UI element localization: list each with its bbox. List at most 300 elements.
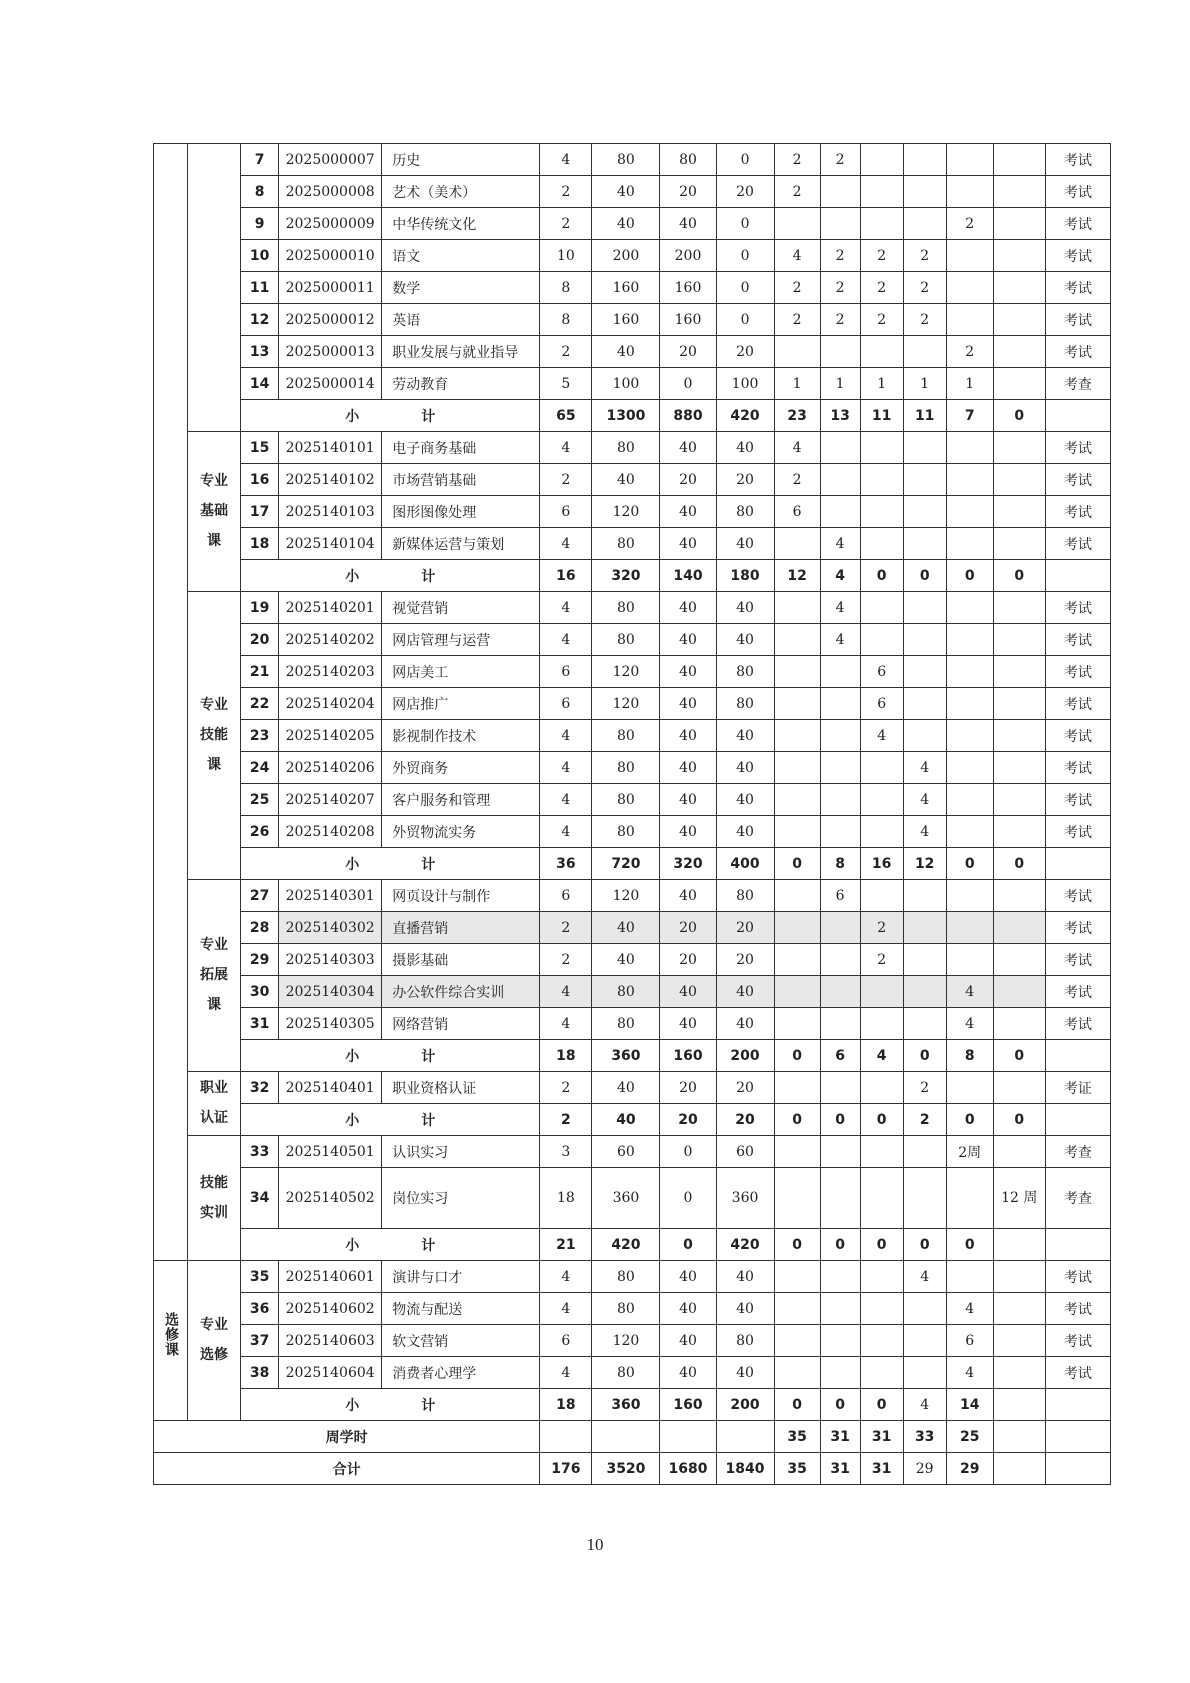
course-credit: 2 — [540, 176, 592, 208]
table-row — [154, 784, 1111, 816]
course-semester-s2 — [820, 976, 860, 1008]
subtotal-semester-s4: 4 — [903, 1389, 946, 1421]
course-name: 摄影基础 — [382, 944, 540, 976]
course-semester-s3: 2 — [860, 912, 903, 944]
course-name: 影视制作技术 — [382, 720, 540, 752]
course-semester-s5 — [946, 304, 993, 336]
course-number: 34 — [241, 1168, 279, 1229]
subtotal-label: 小 计 — [345, 568, 436, 585]
course-theory: 40 — [660, 976, 716, 1008]
subtotal-credit: 2 — [540, 1104, 592, 1136]
course-semester-s1 — [774, 784, 820, 816]
course-semester-s3 — [860, 816, 903, 848]
course-number: 21 — [241, 656, 279, 688]
course-hours: 120 — [592, 496, 660, 528]
week-hours-label: 周学时 — [154, 1421, 540, 1453]
course-semester-s5 — [946, 752, 993, 784]
course-semester-s3 — [860, 176, 903, 208]
course-semester-s5 — [946, 272, 993, 304]
week-hours-practice — [716, 1421, 774, 1453]
course-number: 38 — [241, 1357, 279, 1389]
course-name: 英语 — [382, 304, 540, 336]
course-hours: 120 — [592, 880, 660, 912]
course-assessment: 考试 — [1045, 880, 1110, 912]
course-credit: 4 — [540, 1261, 592, 1293]
course-semester-s2: 4 — [820, 592, 860, 624]
course-semester-s2 — [820, 496, 860, 528]
course-theory: 40 — [660, 1008, 716, 1040]
course-hours: 120 — [592, 1325, 660, 1357]
subtotal-semester-s3: 0 — [860, 1229, 903, 1261]
course-semester-s2 — [820, 784, 860, 816]
course-hours: 360 — [592, 1168, 660, 1229]
subtotal-practice: 420 — [716, 1229, 774, 1261]
table-row — [154, 720, 1111, 752]
course-semester-s1 — [774, 816, 820, 848]
course-semester-s4 — [903, 464, 946, 496]
course-semester-s3: 2 — [860, 240, 903, 272]
course-semester-s6 — [993, 368, 1045, 400]
course-code: 2025000013 — [279, 336, 382, 368]
course-assessment: 考试 — [1045, 208, 1110, 240]
course-semester-s2 — [820, 1293, 860, 1325]
course-hours: 80 — [592, 1357, 660, 1389]
course-number: 16 — [241, 464, 279, 496]
course-semester-s1 — [774, 688, 820, 720]
subtotal-semester-s2: 4 — [820, 560, 860, 592]
course-credit: 4 — [540, 624, 592, 656]
course-name: 历史 — [382, 144, 540, 176]
course-credit: 4 — [540, 528, 592, 560]
course-number: 28 — [241, 912, 279, 944]
course-semester-s1 — [774, 720, 820, 752]
subtotal-practice: 20 — [716, 1104, 774, 1136]
subtotal-label-cell — [241, 560, 540, 592]
table-row — [154, 592, 1111, 624]
week-hours-credit — [540, 1421, 592, 1453]
course-theory: 160 — [660, 272, 716, 304]
course-semester-s6 — [993, 1293, 1045, 1325]
course-semester-s4 — [903, 1136, 946, 1168]
course-practice: 80 — [716, 496, 774, 528]
course-name: 网页设计与制作 — [382, 880, 540, 912]
required-section-cell — [154, 144, 188, 1261]
course-credit: 6 — [540, 656, 592, 688]
course-semester-s5 — [946, 144, 993, 176]
subtotal-label: 小 计 — [345, 1048, 436, 1065]
course-semester-s1: 2 — [774, 464, 820, 496]
total-row — [154, 1453, 1111, 1485]
course-name: 软文营销 — [382, 1325, 540, 1357]
course-number: 29 — [241, 944, 279, 976]
subtotal-practice: 180 — [716, 560, 774, 592]
course-theory: 40 — [660, 880, 716, 912]
week-hours-hours — [592, 1421, 660, 1453]
subtotal-semester-s4: 0 — [903, 560, 946, 592]
course-semester-s2 — [820, 464, 860, 496]
course-semester-s4 — [903, 144, 946, 176]
subtotal-theory: 160 — [660, 1389, 716, 1421]
course-assessment: 考试 — [1045, 1293, 1110, 1325]
course-practice: 40 — [716, 1008, 774, 1040]
week-hours-semester-s1: 35 — [774, 1421, 820, 1453]
course-code: 2025140207 — [279, 784, 382, 816]
course-hours: 80 — [592, 144, 660, 176]
course-number: 24 — [241, 752, 279, 784]
table-row — [154, 208, 1111, 240]
course-credit: 6 — [540, 688, 592, 720]
course-semester-s5 — [946, 880, 993, 912]
course-credit: 4 — [540, 720, 592, 752]
table-row — [154, 1357, 1111, 1389]
course-semester-s4 — [903, 944, 946, 976]
subtotal-label-cell — [241, 1104, 540, 1136]
course-semester-s1 — [774, 336, 820, 368]
course-assessment: 考试 — [1045, 240, 1110, 272]
course-name: 语文 — [382, 240, 540, 272]
course-number: 8 — [241, 176, 279, 208]
course-semester-s3 — [860, 1072, 903, 1104]
course-code: 2025000008 — [279, 176, 382, 208]
course-semester-s5: 2 — [946, 336, 993, 368]
course-hours: 80 — [592, 1261, 660, 1293]
training-group-label: 技能实训 — [200, 1174, 229, 1221]
subtotal-semester-s5: 7 — [946, 400, 993, 432]
subtotal-semester-s2: 0 — [820, 1104, 860, 1136]
course-semester-s5 — [946, 688, 993, 720]
subtotal-semester-s2: 13 — [820, 400, 860, 432]
course-semester-s4: 1 — [903, 368, 946, 400]
course-credit: 4 — [540, 1293, 592, 1325]
course-code: 2025000007 — [279, 144, 382, 176]
course-number: 31 — [241, 1008, 279, 1040]
course-name: 消费者心理学 — [382, 1357, 540, 1389]
course-semester-s3 — [860, 880, 903, 912]
course-theory: 40 — [660, 720, 716, 752]
course-code: 2025140202 — [279, 624, 382, 656]
subtotal-semester-s2: 6 — [820, 1040, 860, 1072]
week-hours-semester-s3: 31 — [860, 1421, 903, 1453]
subtotal-semester-s5: 0 — [946, 1104, 993, 1136]
subtotal-semester-s2: 0 — [820, 1389, 860, 1421]
course-semester-s2 — [820, 432, 860, 464]
course-semester-s1 — [774, 1357, 820, 1389]
course-code: 2025140204 — [279, 688, 382, 720]
subtotal-assessment — [1045, 1104, 1110, 1136]
total-theory: 1680 — [660, 1453, 716, 1485]
course-assessment: 考试 — [1045, 784, 1110, 816]
course-semester-s1 — [774, 1293, 820, 1325]
total-semester-s5: 29 — [946, 1453, 993, 1485]
course-theory: 40 — [660, 1325, 716, 1357]
course-code: 2025140303 — [279, 944, 382, 976]
course-semester-s5: 2 — [946, 208, 993, 240]
subtotal-practice: 200 — [716, 1040, 774, 1072]
course-semester-s4: 2 — [903, 240, 946, 272]
course-credit: 2 — [540, 1072, 592, 1104]
course-semester-s6 — [993, 1136, 1045, 1168]
course-semester-s3 — [860, 1293, 903, 1325]
subtotal-hours: 40 — [592, 1104, 660, 1136]
course-practice: 20 — [716, 464, 774, 496]
page-number: 10 — [586, 1535, 604, 1554]
course-theory: 40 — [660, 432, 716, 464]
course-number: 30 — [241, 976, 279, 1008]
week-hours-semester-s5: 25 — [946, 1421, 993, 1453]
course-semester-s5 — [946, 592, 993, 624]
course-code: 2025140501 — [279, 1136, 382, 1168]
subtotal-row — [154, 1104, 1111, 1136]
course-hours: 40 — [592, 944, 660, 976]
course-name: 网店推广 — [382, 688, 540, 720]
course-name: 新媒体运营与策划 — [382, 528, 540, 560]
course-number: 35 — [241, 1261, 279, 1293]
course-credit: 5 — [540, 368, 592, 400]
subtotal-row — [154, 1229, 1111, 1261]
course-semester-s5 — [946, 656, 993, 688]
course-practice: 20 — [716, 176, 774, 208]
course-semester-s4 — [903, 1325, 946, 1357]
course-semester-s5: 4 — [946, 1008, 993, 1040]
course-number: 15 — [241, 432, 279, 464]
subtotal-hours: 720 — [592, 848, 660, 880]
course-semester-s2 — [820, 752, 860, 784]
course-semester-s6 — [993, 976, 1045, 1008]
course-name: 网店美工 — [382, 656, 540, 688]
course-semester-s1: 6 — [774, 496, 820, 528]
subtotal-credit: 21 — [540, 1229, 592, 1261]
course-semester-s3 — [860, 592, 903, 624]
course-name: 市场营销基础 — [382, 464, 540, 496]
course-code: 2025000011 — [279, 272, 382, 304]
course-semester-s4 — [903, 336, 946, 368]
course-name: 中华传统文化 — [382, 208, 540, 240]
course-assessment: 考试 — [1045, 944, 1110, 976]
course-practice: 20 — [716, 336, 774, 368]
course-name: 直播营销 — [382, 912, 540, 944]
course-number: 9 — [241, 208, 279, 240]
course-semester-s1: 1 — [774, 368, 820, 400]
course-credit: 10 — [540, 240, 592, 272]
course-semester-s1: 4 — [774, 240, 820, 272]
course-practice: 0 — [716, 208, 774, 240]
course-hours: 80 — [592, 752, 660, 784]
course-semester-s2 — [820, 1072, 860, 1104]
course-semester-s5 — [946, 528, 993, 560]
subtotal-label: 小 计 — [345, 856, 436, 873]
table-row — [154, 144, 1111, 176]
course-semester-s3 — [860, 624, 903, 656]
course-theory: 20 — [660, 336, 716, 368]
total-semester-s4: 29 — [903, 1453, 946, 1485]
subtotal-semester-s6: 0 — [993, 1040, 1045, 1072]
subtotal-semester-s6: 0 — [993, 400, 1045, 432]
course-theory: 40 — [660, 784, 716, 816]
course-code: 2025140304 — [279, 976, 382, 1008]
subtotal-semester-s3: 4 — [860, 1040, 903, 1072]
course-assessment: 考查 — [1045, 1168, 1110, 1229]
course-theory: 40 — [660, 656, 716, 688]
elective-group-label: 专业选修 — [200, 1317, 229, 1363]
course-semester-s4 — [903, 176, 946, 208]
course-assessment: 考试 — [1045, 720, 1110, 752]
course-semester-s4 — [903, 1168, 946, 1229]
course-credit: 4 — [540, 784, 592, 816]
course-number: 33 — [241, 1136, 279, 1168]
course-semester-s6 — [993, 944, 1045, 976]
course-semester-s3 — [860, 496, 903, 528]
table-row — [154, 432, 1111, 464]
course-semester-s6 — [993, 1357, 1045, 1389]
course-assessment: 考试 — [1045, 1357, 1110, 1389]
training-group — [188, 1136, 241, 1261]
course-number: 27 — [241, 880, 279, 912]
course-theory: 20 — [660, 176, 716, 208]
course-practice: 40 — [716, 1357, 774, 1389]
subtotal-theory: 20 — [660, 1104, 716, 1136]
course-code: 2025000014 — [279, 368, 382, 400]
course-code: 2025000012 — [279, 304, 382, 336]
table-row — [154, 1261, 1111, 1293]
course-semester-s4: 2 — [903, 304, 946, 336]
course-semester-s2 — [820, 1008, 860, 1040]
subtotal-credit: 16 — [540, 560, 592, 592]
course-semester-s3 — [860, 1008, 903, 1040]
course-practice: 40 — [716, 976, 774, 1008]
course-semester-s5 — [946, 1072, 993, 1104]
table-row — [154, 976, 1111, 1008]
subtotal-hours: 360 — [592, 1040, 660, 1072]
course-practice: 40 — [716, 752, 774, 784]
course-credit: 2 — [540, 336, 592, 368]
course-number: 25 — [241, 784, 279, 816]
course-credit: 8 — [540, 272, 592, 304]
course-assessment: 考试 — [1045, 976, 1110, 1008]
course-semester-s2: 1 — [820, 368, 860, 400]
course-number: 26 — [241, 816, 279, 848]
course-semester-s1 — [774, 1325, 820, 1357]
course-semester-s3 — [860, 528, 903, 560]
course-assessment: 考试 — [1045, 304, 1110, 336]
subtotal-semester-s3: 11 — [860, 400, 903, 432]
course-hours: 120 — [592, 688, 660, 720]
course-assessment: 考试 — [1045, 528, 1110, 560]
course-hours: 40 — [592, 208, 660, 240]
course-theory: 40 — [660, 1357, 716, 1389]
course-name: 职业资格认证 — [382, 1072, 540, 1104]
subtotal-practice: 200 — [716, 1389, 774, 1421]
subtotal-label-cell — [241, 1229, 540, 1261]
course-assessment: 考试 — [1045, 1008, 1110, 1040]
course-semester-s3 — [860, 1168, 903, 1229]
course-semester-s5: 4 — [946, 1357, 993, 1389]
course-semester-s4 — [903, 976, 946, 1008]
table-row — [154, 688, 1111, 720]
cert-group — [188, 1072, 241, 1136]
course-code: 2025140502 — [279, 1168, 382, 1229]
course-semester-s3 — [860, 1357, 903, 1389]
subtotal-semester-s5: 14 — [946, 1389, 993, 1421]
course-semester-s3 — [860, 784, 903, 816]
table-row — [154, 176, 1111, 208]
course-semester-s4: 4 — [903, 784, 946, 816]
subtotal-semester-s1: 0 — [774, 1104, 820, 1136]
course-practice: 80 — [716, 656, 774, 688]
course-assessment: 考试 — [1045, 624, 1110, 656]
course-semester-s6 — [993, 432, 1045, 464]
total-credit: 176 — [540, 1453, 592, 1485]
course-semester-s6 — [993, 208, 1045, 240]
course-credit: 2 — [540, 944, 592, 976]
elective-section-cell-label: 选修课 — [163, 1312, 180, 1357]
course-semester-s1 — [774, 1136, 820, 1168]
course-semester-s5: 4 — [946, 1293, 993, 1325]
course-theory: 80 — [660, 144, 716, 176]
subtotal-semester-s4: 0 — [903, 1040, 946, 1072]
course-semester-s1 — [774, 656, 820, 688]
course-semester-s6 — [993, 880, 1045, 912]
course-credit: 4 — [540, 816, 592, 848]
course-semester-s1 — [774, 944, 820, 976]
course-number: 22 — [241, 688, 279, 720]
table-row — [154, 880, 1111, 912]
course-semester-s6 — [993, 336, 1045, 368]
total-semester-s6 — [993, 1453, 1045, 1485]
subtotal-semester-s5: 0 — [946, 1229, 993, 1261]
course-semester-s5: 2周 — [946, 1136, 993, 1168]
table-row — [154, 528, 1111, 560]
course-semester-s3: 2 — [860, 272, 903, 304]
subtotal-theory: 160 — [660, 1040, 716, 1072]
course-semester-s3 — [860, 1325, 903, 1357]
course-semester-s2: 2 — [820, 240, 860, 272]
course-name: 外贸物流实务 — [382, 816, 540, 848]
course-semester-s5 — [946, 912, 993, 944]
course-semester-s3: 1 — [860, 368, 903, 400]
course-semester-s6: 12 周 — [993, 1168, 1045, 1229]
course-code: 2025140206 — [279, 752, 382, 784]
subtotal-semester-s1: 12 — [774, 560, 820, 592]
course-name: 艺术（美术） — [382, 176, 540, 208]
subtotal-semester-s1: 0 — [774, 848, 820, 880]
course-name: 网络营销 — [382, 1008, 540, 1040]
course-name: 网店管理与运营 — [382, 624, 540, 656]
course-semester-s4 — [903, 496, 946, 528]
course-semester-s4 — [903, 1008, 946, 1040]
total-semester-s1: 35 — [774, 1453, 820, 1485]
course-practice: 0 — [716, 144, 774, 176]
table-row — [154, 1293, 1111, 1325]
subtotal-row — [154, 1040, 1111, 1072]
course-semester-s4: 2 — [903, 272, 946, 304]
subtotal-assessment — [1045, 1040, 1110, 1072]
course-credit: 3 — [540, 1136, 592, 1168]
course-semester-s6 — [993, 272, 1045, 304]
course-semester-s5: 1 — [946, 368, 993, 400]
course-semester-s3: 2 — [860, 304, 903, 336]
subtotal-label-cell — [241, 1040, 540, 1072]
course-semester-s1 — [774, 1008, 820, 1040]
public-course-group — [188, 144, 241, 432]
course-code: 2025140101 — [279, 432, 382, 464]
course-theory: 40 — [660, 624, 716, 656]
course-practice: 0 — [716, 272, 774, 304]
table-row — [154, 656, 1111, 688]
course-practice: 20 — [716, 944, 774, 976]
course-practice: 20 — [716, 1072, 774, 1104]
table-row — [154, 816, 1111, 848]
course-number: 23 — [241, 720, 279, 752]
